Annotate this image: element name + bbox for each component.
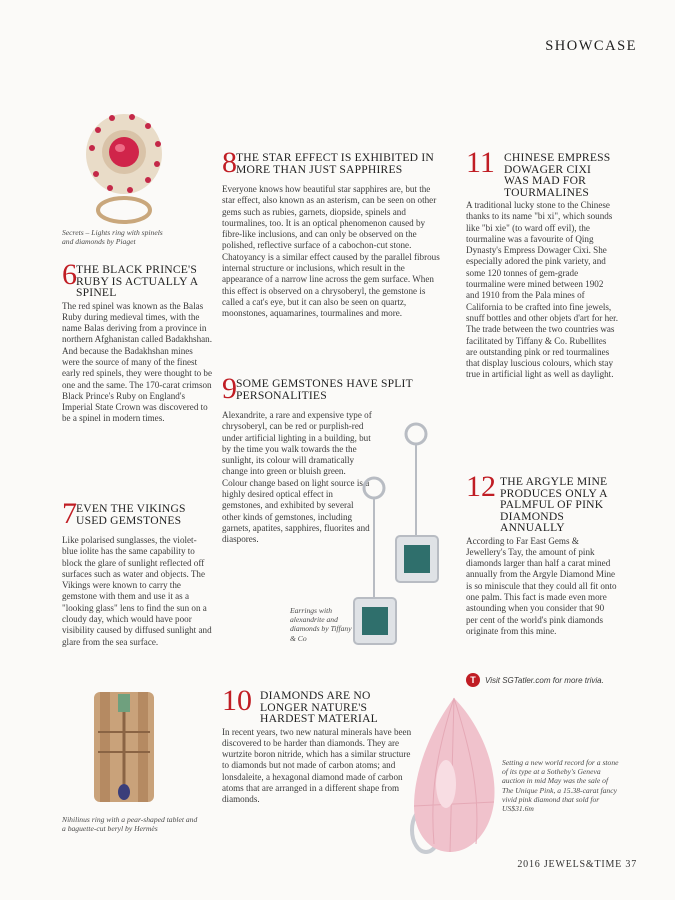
item-heading — [222, 146, 440, 182]
item-number: 10 — [222, 684, 252, 717]
diamond-caption: Setting a new world record for a stone of its type at a Sotheby's Geneva auction in mid May was the sale of The Unique Pink, a 15.38-carat fancy vivid pink diamond that sold for US$31.6m — [502, 758, 619, 814]
item-heading — [222, 372, 442, 408]
item-11 — [466, 146, 618, 381]
item-10 — [222, 684, 412, 806]
tatler-logo-icon: T — [466, 673, 480, 687]
item-number: 6 — [62, 258, 77, 291]
item-title: CHINESE EMPRESS DOWAGER CIXI WAS MAD FOR TOURMALINES — [504, 151, 611, 199]
item-title: SOME GEMSTONES HAVE SPLIT PERSONALITIES — [236, 377, 413, 402]
item-title: EVEN THE VIKINGS USED GEMSTONES — [76, 502, 186, 527]
item-body: Everyone knows how beautiful star sapphires are, but the star effect, also known as an asterism, can be seen on other gems such as rubies, garnets, diopside, spinels and tourmalines, too. It is an optical phenomenon caused by fibre-like inclusions, and can only be observed on the polished, reflective surface of a cabochon-cut stone. Chatoyancy is a similar effect caused by the parallel fibrous internal structure or inclusions, which result in the appearance of a narrow line across the gem surface. When this effect is observed on a chrysoberyl, the gemstone is called a cat's eye, but it can also be seen on quartz, moonstones, aquamarines, tourmalines and more. — [222, 184, 440, 319]
earrings-caption: Earrings with alexandrite and diamonds by Tiffany & Co — [290, 606, 352, 643]
ring1-caption: Secrets – Lights ring with spinels and diamonds by Piaget — [62, 228, 163, 247]
spinel-ring-image — [78, 108, 170, 226]
item-title: DIAMONDS ARE NO LONGER NATURE'S HARDEST MATERIAL — [260, 689, 378, 725]
item-number: 9 — [222, 372, 237, 405]
item-title: THE STAR EFFECT IS EXHIBITED IN MORE THAN JUST SAPPHIRES — [236, 151, 434, 176]
section-header: SHOWCASE — [545, 38, 637, 54]
item-body: Alexandrite, a rare and expensive type of chrysoberyl, can be red or purplish-red under artificial lighting in a building, but by the time you walk towards the the sunlight, its colour will dramatically change into green or bluish green. Colour change based on light source is a highly desired optical effect in gemstones, and exhibited by several other kinds of gemstones, including garnets, apatites, sapphires, fluorites and diaspores. — [222, 410, 372, 545]
page-footer: 2016 JEWELS&TIME 37 — [517, 859, 637, 870]
item-12 — [466, 470, 618, 637]
trivia-link[interactable] — [466, 673, 604, 687]
item-body: A traditional lucky stone to the Chinese thanks to its name "bi xi", which sounds like "bi xie" (to ward off evil), the tourmaline was a favourite of Qing Dynasty's Empress Dowager Cixi. She especially adored the pink variety, and some 120 tonnes of gem-grade tourmaline were mined between 1902 and 1910 from the Pala mines of California to be crafted into fine jewels, snuff bottles and other objets d'art for her. The trade between the two countries was facilitated by Tiffany & Co. Rubellites are outstanding pink or red tourmalines that display luscious colours, which stay true in artificial light as well as daylight. — [466, 200, 618, 380]
ring2-caption: Nihilinus ring with a pear-shaped tablet and a baguette-cut beryl by Hermès — [62, 815, 198, 834]
item-8 — [222, 146, 440, 320]
alexandrite-earrings-image — [340, 418, 458, 686]
item-body: The red spinel was known as the Balas Ruby during medieval times, with the name Balas deriving from a province in northern Afghanistan called Badakhshan. And because the Badakhshan mines were the source of many of the finest early red spinels, they were thought to be one and the same. The 170-carat crimson Black Prince's Ruby on England's Imperial State Crown was discovered to be a spinel in modern times. — [62, 300, 213, 424]
item-heading — [62, 258, 212, 299]
item-heading — [466, 470, 618, 534]
item-title: THE ARGYLE MINE PRODUCES ONLY A PALMFUL OF PINK DIAMONDS ANNUALLY — [500, 475, 608, 534]
item-7 — [62, 497, 212, 648]
item-number: 7 — [62, 497, 77, 530]
item-body: In recent years, two new natural minerals have been discovered to be harder than diamonds. They are wurtzite boron nitride, which has a similar structure to diamonds but not made of carbon atoms; and lonsdaleite, a hexagonal diamond made of carbon atoms that are arranged in a different shape from diamonds. — [222, 726, 412, 805]
item-number: 11 — [466, 146, 495, 179]
pink-diamond-ring-image — [406, 694, 502, 862]
item-heading — [62, 497, 212, 533]
item-heading — [466, 146, 618, 199]
item-title: THE BLACK PRINCE'S RUBY IS ACTUALLY A SPINEL — [76, 263, 198, 299]
item-heading — [222, 684, 412, 725]
hermes-ring-image — [88, 688, 160, 810]
item-body: According to Far East Gems & Jewellery's Tay, the amount of pink diamonds larger than half a carat mined annually from the Argyle Diamond Mine is so miniscule that they could all fit onto one palm. This fact is made even more astounding when you consider that 90 per cent of the world's pink diamonds originate from this mine. — [466, 535, 617, 636]
item-body: Like polarised sunglasses, the violet-blue iolite has the same capability to block the glare of sunlight reflected off surfaces such as water and objects. The Vikings were known to carry the gemstone with them and use it as a "looking glass" lens to find the sun on a cloudy day, which would have poor visibility caused by diffused sunlight and glare from the sea surface. — [62, 535, 212, 647]
item-number: 8 — [222, 146, 237, 179]
item-6 — [62, 258, 213, 425]
trivia-text: Visit SGTatler.com for more trivia. — [485, 675, 604, 685]
item-number: 12 — [466, 470, 496, 503]
